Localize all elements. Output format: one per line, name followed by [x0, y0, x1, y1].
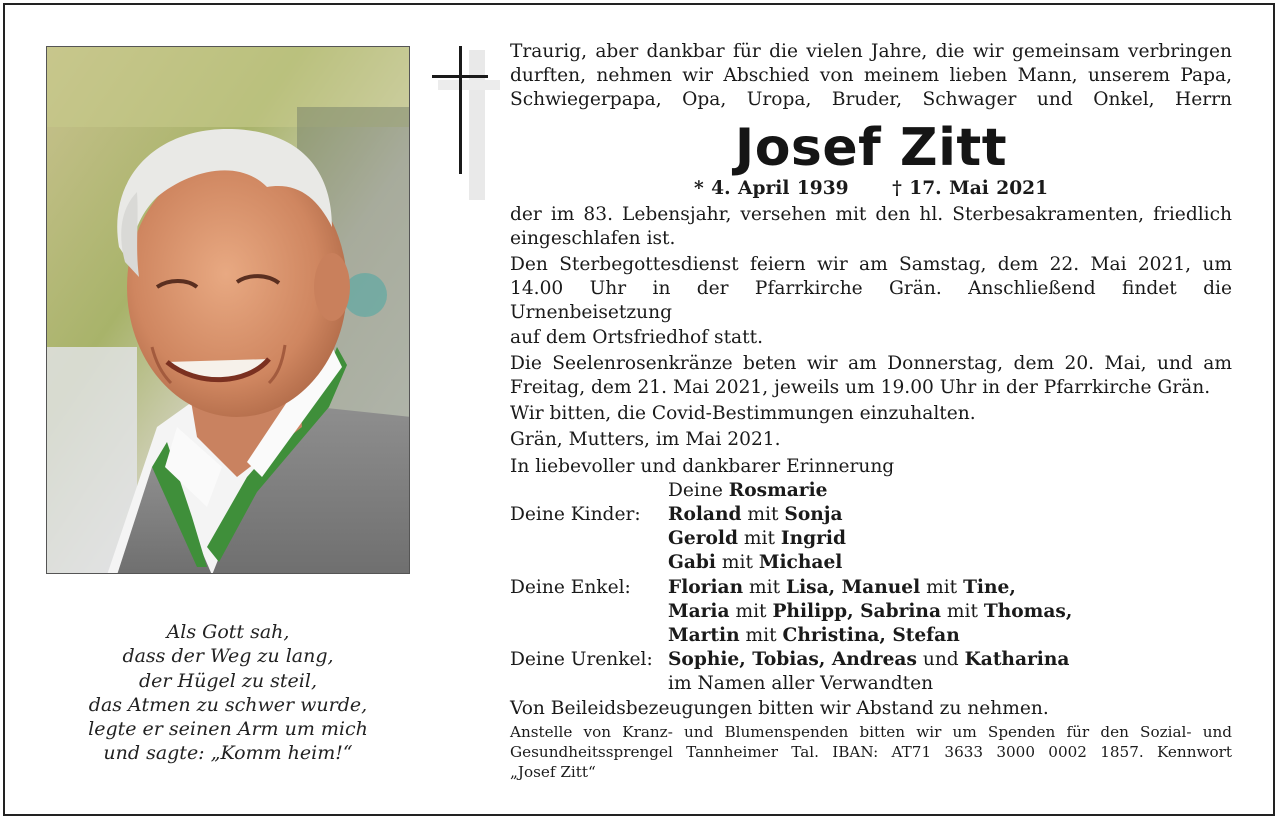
und-word: und	[922, 649, 959, 671]
grandchild-name: Thomas,	[983, 600, 1073, 622]
text-line: Freitag, dem 21. Mai 2021, jeweils um 19.00 Uhr in der Pfarrkirche Grän.	[510, 377, 1211, 399]
grandchild-name: Christina, Stefan	[782, 624, 960, 646]
remembrance-line: In liebevoller und dankbarer Erinnerung	[510, 455, 895, 477]
poem	[46, 620, 410, 766]
deceased-name: Josef Zitt	[734, 117, 1008, 178]
mit-word: mit	[747, 504, 779, 526]
family-row	[510, 527, 1232, 551]
family-row	[510, 648, 1232, 672]
text-line: auf dem Ortsfriedhof statt.	[510, 326, 763, 348]
intro-line: Schwiegerpapa, Opa, Uropa, Bruder, Schwager und Onkel, Herrn	[510, 89, 1232, 111]
partner-name: Ingrid	[780, 528, 846, 550]
condolence-note: Von Beileidsbezeugungen bitten wir Abstand zu nehmen.	[510, 697, 1049, 719]
family-row	[510, 672, 1232, 696]
grandchild-name: Lisa, Manuel	[786, 576, 921, 598]
funeral-paragraph	[510, 253, 1232, 350]
poem-line: das Atmen zu schwer wurde,	[88, 693, 368, 716]
family-row	[510, 551, 1232, 575]
poem-line: der Hügel zu steil,	[139, 669, 317, 692]
text-line: eingeschlafen ist.	[510, 227, 676, 249]
family-row	[510, 624, 1232, 648]
great-grandchild-name: Sophie, Tobias, Andreas	[668, 649, 917, 671]
partner-name: Michael	[758, 552, 843, 574]
grandchild-name: Maria	[668, 600, 730, 622]
great-grandchildren-label: Deine Urenkel:	[510, 649, 653, 671]
intro-text	[510, 40, 1232, 113]
wife-name: Rosmarie	[728, 479, 828, 501]
text-line: Anstelle von Kranz- und Blumenspenden bitten wir um Spenden für den Sozial- und	[510, 722, 1232, 741]
poem-line: Als Gott sah,	[166, 621, 290, 643]
birth-date: * 4. April 1939	[693, 177, 849, 199]
mit-word: mit	[721, 552, 753, 574]
family-row	[510, 600, 1232, 624]
child-name: Gabi	[668, 552, 716, 574]
obituary-text	[510, 40, 1232, 782]
children-label: Deine Kinder:	[510, 504, 641, 526]
place-date: Grän, Mutters, im Mai 2021.	[510, 429, 781, 451]
grandchild-name: Tine,	[963, 576, 1016, 598]
partner-name: Sonja	[784, 504, 843, 526]
wife-prefix: Deine	[668, 479, 723, 501]
mit-word: mit	[735, 600, 767, 622]
poem-line: und sagte: „Komm heim!“	[103, 742, 353, 765]
grandchildren-label: Deine Enkel:	[510, 576, 631, 598]
portrait-photo	[46, 46, 410, 574]
family-row	[510, 503, 1232, 527]
grandchild-name: Florian	[668, 576, 744, 598]
text-line: „Josef Zitt“	[510, 762, 596, 781]
rosary-paragraph	[510, 352, 1232, 400]
great-grandchild-name: Katharina	[964, 649, 1070, 671]
mit-word: mit	[926, 576, 958, 598]
cross-icon	[432, 46, 502, 210]
covid-note: Wir bitten, die Covid-Bestimmungen einzuhalten.	[510, 403, 976, 425]
mit-word: mit	[946, 600, 978, 622]
donation-note	[510, 722, 1232, 782]
grandchild-name: Martin	[668, 624, 740, 646]
family-row	[510, 576, 1232, 600]
text-line: 14.00 Uhr in der Pfarrkirche Grän. Anschließend findet die Urnenbeisetzung	[510, 278, 1232, 324]
mit-word: mit	[749, 576, 781, 598]
death-date: † 17. Mai 2021	[892, 177, 1049, 199]
family-list	[510, 479, 1232, 697]
text-line: Den Sterbegottesdienst feiern wir am Samstag, dem 22. Mai 2021, um	[510, 254, 1232, 276]
family-row	[510, 479, 1232, 503]
intro-line: durften, nehmen wir Abschied von meinem lieben Mann, unserem Papa,	[510, 65, 1232, 87]
relatives-line: im Namen aller Verwandten	[668, 673, 934, 695]
poem-line: legte er seinen Arm um mich	[88, 718, 368, 741]
child-name: Gerold	[668, 528, 738, 550]
text-line: der im 83. Lebensjahr, versehen mit den hl. Sterbesakramenten, friedlich	[510, 203, 1232, 225]
text-line: Die Seelenrosenkränze beten wir am Donnerstag, dem 20. Mai, und am	[510, 352, 1232, 374]
life-dates	[510, 177, 1232, 201]
intro-line: Traurig, aber dankbar für die vielen Jahre, die wir gemeinsam verbringen	[510, 41, 1232, 62]
mit-word: mit	[743, 528, 775, 550]
grandchild-name: Philipp, Sabrina	[772, 600, 941, 622]
mit-word: mit	[745, 624, 777, 646]
age-paragraph	[510, 203, 1232, 251]
child-name: Roland	[668, 504, 742, 526]
poem-line: dass der Weg zu lang,	[122, 645, 334, 668]
text-line: Gesundheitssprengel Tannheimer Tal. IBAN: AT71 3633 3000 0002 1857. Kennwort	[510, 742, 1232, 761]
